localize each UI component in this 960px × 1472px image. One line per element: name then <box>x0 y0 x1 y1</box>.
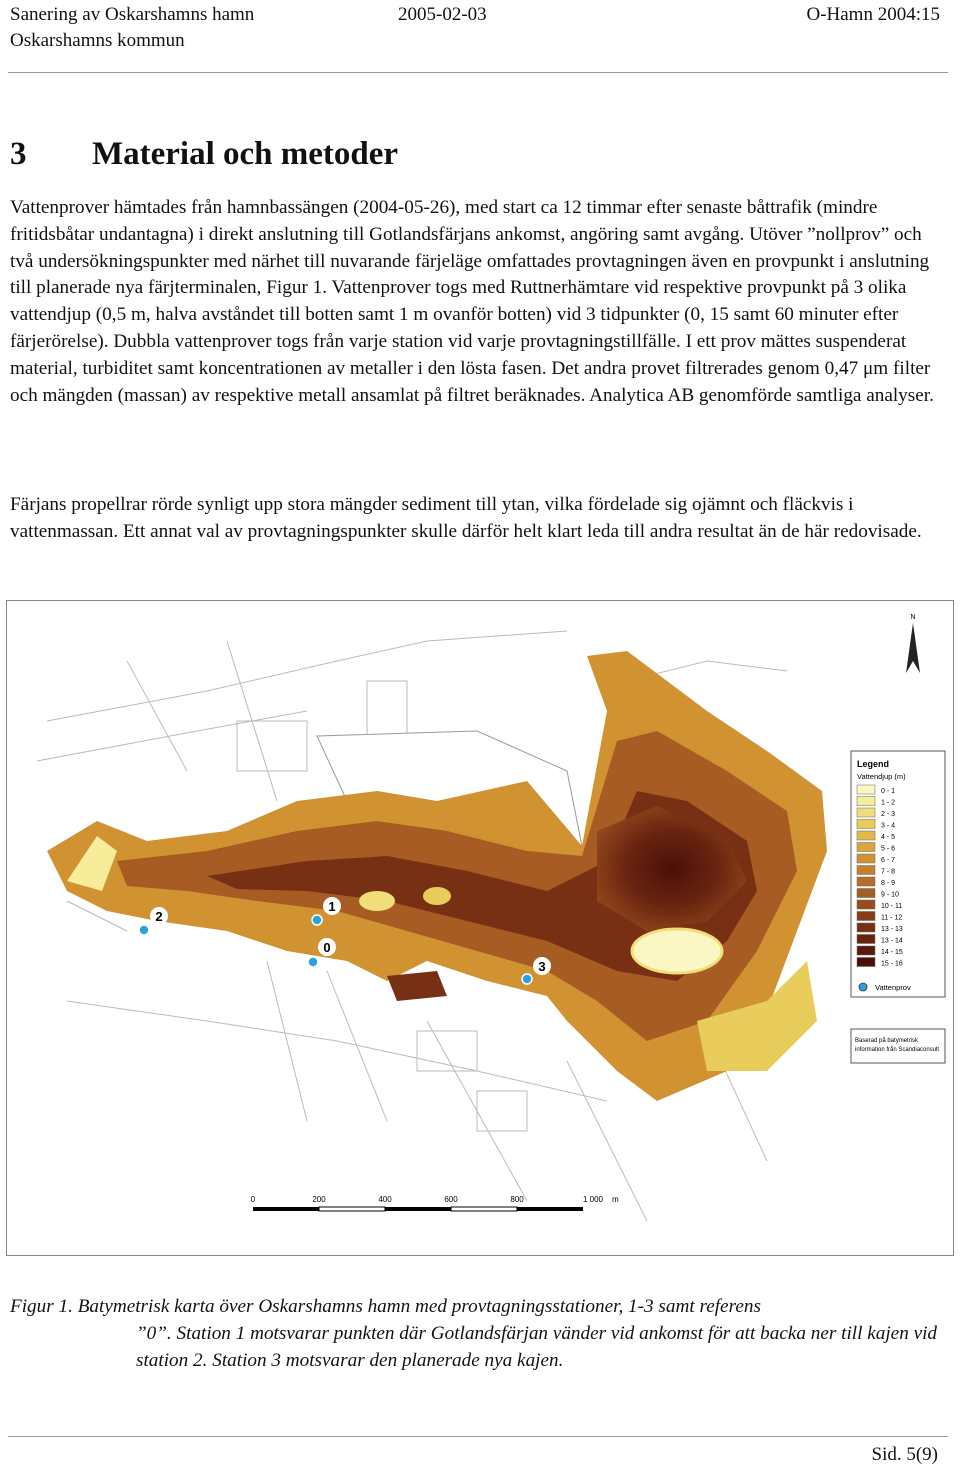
legend-swatch <box>857 889 875 898</box>
page-header <box>10 2 940 54</box>
legend-swatch <box>857 785 875 794</box>
scale-label-5: 1 000 <box>582 1195 604 1204</box>
legend-swatch <box>857 935 875 944</box>
legend-item-label: 15 - 16 <box>881 960 903 968</box>
bathymetry-water <box>47 651 827 1101</box>
scale-label-4: 800 <box>510 1195 524 1204</box>
legend-swatch <box>857 900 875 909</box>
header-doc-id: O-Hamn 2004:15 <box>806 4 940 25</box>
header-divider <box>8 72 948 73</box>
source-note-line2: information från Scandiaconsult <box>855 1047 940 1053</box>
scale-label-3: 600 <box>444 1195 458 1204</box>
legend-swatch <box>857 808 875 817</box>
section-number: 3 <box>10 136 27 172</box>
scale-label-1: 200 <box>312 1195 326 1204</box>
legend-swatch <box>857 820 875 829</box>
legend-item-label: 4 - 5 <box>881 834 896 841</box>
source-note-line1: Baserad på batymetrisk <box>855 1038 919 1044</box>
legend-swatch <box>857 958 875 967</box>
header-date: 2005-02-03 <box>398 4 487 25</box>
legend-item-label: 14 - 15 <box>881 949 903 956</box>
legend-swatch <box>857 831 875 840</box>
map-legend <box>851 751 945 997</box>
figure-caption <box>10 1293 945 1374</box>
legend-item-label: 13 - 13 <box>881 926 903 933</box>
north-label: N <box>910 614 916 621</box>
section-title: Material och metoder <box>92 136 399 172</box>
legend-swatch <box>857 912 875 921</box>
station-0-label: 0 <box>323 940 331 955</box>
caption-line1: Figur 1. Batymetrisk karta över Oskarshamns hamn med provtagningsstationer, 1-3 samt referens <box>10 1296 761 1317</box>
legend-item-label: 3 - 4 <box>881 822 896 830</box>
legend-item-label: 8 - 9 <box>881 880 896 887</box>
header-doc-title: Sanering av Oskarshamns hamn <box>10 4 255 25</box>
legend-swatch <box>857 797 875 806</box>
legend-item-label: 0 - 1 <box>881 788 896 795</box>
header-organization: Oskarshamns kommun <box>10 30 185 51</box>
scale-label-2: 400 <box>378 1195 392 1204</box>
station-1-label: 1 <box>328 899 336 914</box>
station-2-label: 2 <box>155 909 163 924</box>
source-note <box>851 1029 945 1063</box>
legend-swatch <box>857 843 875 852</box>
legend-item-label: 11 - 12 <box>881 914 903 922</box>
legend-item-label: 10 - 11 <box>881 903 903 910</box>
scale-label-0: 0 <box>250 1195 256 1204</box>
legend-swatch <box>857 866 875 875</box>
paragraph-methods: Vattenprover hämtades från hamnbassängen (2004-05-26), med start ca 12 timmar efter senaste båttrafik (mindre fritidsbåtar undantagna) i direkt anslutning till Gotlandsfärjans ankomst, angöring samt avgång. Utöver ”nollprov” och två undersökningspunkter med närhet till nuvarande färjeläge omfattades provtagningen även en provpunkt i anslutning till planerade nya färjterminalen, Figur 1. Vattenprover togs med Ruttnerhämtare vid respektive provpunkt på 3 olika vattendjup (0,5 m, halva avståndet till botten samt 1 m ovanför botten) vid 3 tidpunkter (0, 15 samt 60 minuter efter färjerörelse). Dubbla vattenprover togs från varje station vid varje provtagningstillfälle. I ett prov mättes suspenderat material, turbiditet samt koncentrationen av metaller i den lösta fasen. Det andra provet filtrerades genom 0,47 μm filter och mängden (massan) av respektive metall ansamlat på filtret beräknades. Analytica AB genomförde samtliga analyser. <box>10 197 934 406</box>
legend-item-label: 9 - 10 <box>881 891 899 899</box>
page-number: Sid. 5(9) <box>871 1444 938 1465</box>
legend-sample-label: Vattenprov <box>875 983 911 992</box>
station-3-label: 3 <box>538 959 546 974</box>
legend-item-label: 5 - 6 <box>881 845 896 853</box>
legend-swatch <box>857 854 875 863</box>
paragraph-propellers: Färjans propellrar rörde synligt upp stora mängder sediment till ytan, vilka fördelade sig ojämnt och fläckvis i vattenmassan. Ett annat val av provtagningspunkter skulle därför helt klart leda till andra resultat än de här redovisade. <box>10 494 922 542</box>
legend-item-label: 1 - 2 <box>881 799 896 807</box>
legend-item-label: 6 - 7 <box>881 857 896 864</box>
bathymetry-map-figure <box>6 600 954 1256</box>
legend-swatch <box>857 946 875 955</box>
scale-unit: m <box>612 1195 619 1204</box>
north-arrow-icon <box>906 614 920 673</box>
sample-marker-icon <box>859 983 867 991</box>
legend-swatch <box>857 923 875 932</box>
legend-title: Legend <box>857 759 890 769</box>
legend-item-label: 7 - 8 <box>881 868 896 876</box>
section-heading <box>10 136 398 173</box>
caption-line2: ”0”. Station 1 motsvarar punkten där Gotlandsfärjan vänder vid ankomst för att backa ner till kajen vid station 2. Station 3 motsvarar den planerade nya kajen. <box>136 1323 938 1371</box>
legend-item-label: 13 - 14 <box>881 937 903 945</box>
scale-bar <box>251 1195 619 1211</box>
legend-swatch <box>857 877 875 886</box>
legend-item-label: 2 - 3 <box>881 811 896 818</box>
footer-divider <box>8 1436 948 1437</box>
bathymetry-map <box>7 601 953 1255</box>
legend-subtitle: Vattendjup (m) <box>857 772 906 781</box>
